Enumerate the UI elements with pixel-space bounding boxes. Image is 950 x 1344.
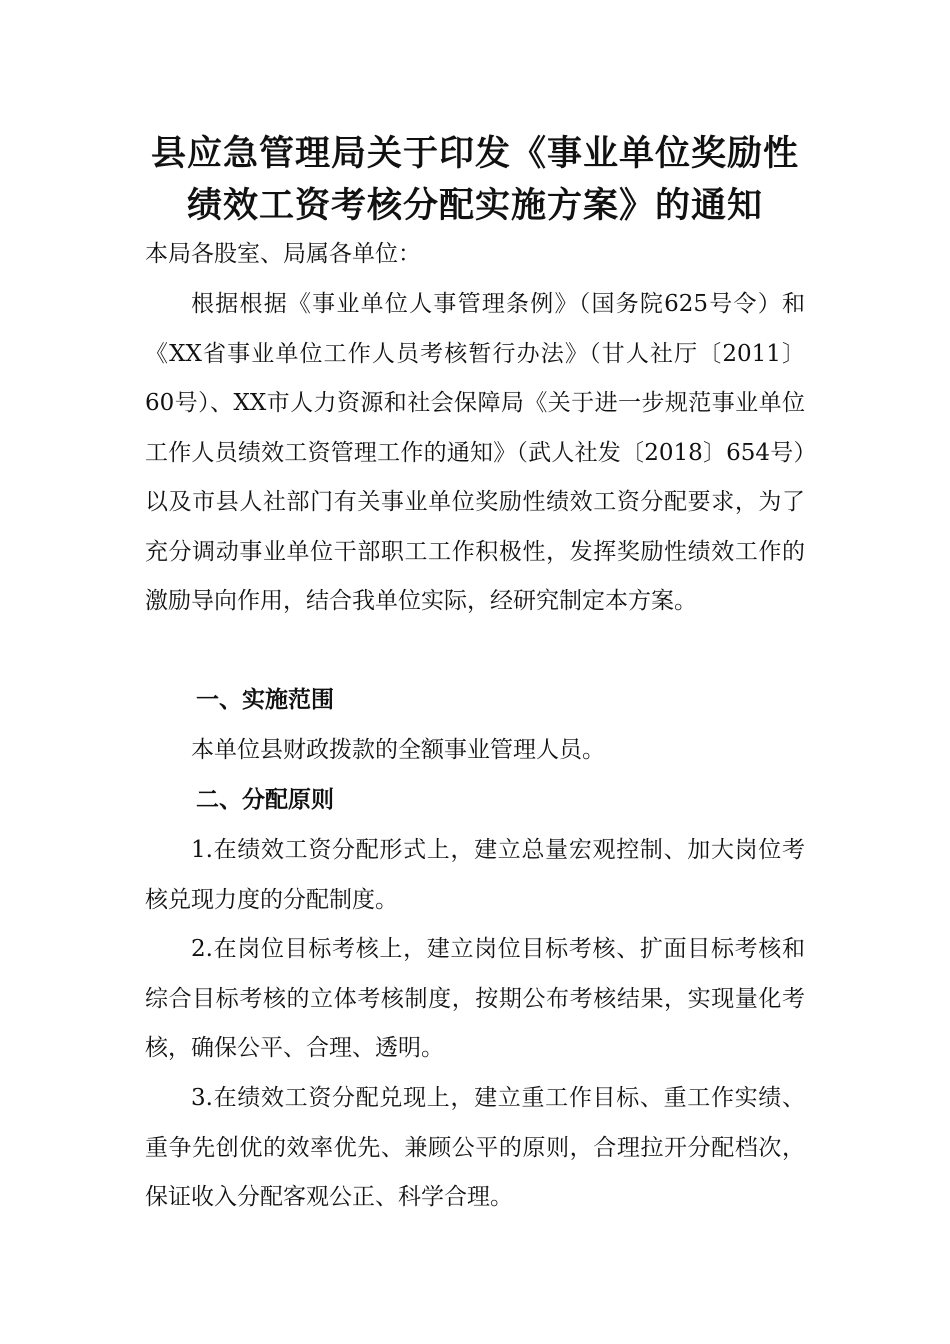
principle-item-1: 1.在绩效工资分配形式上，建立总量宏观控制、加大岗位考核兑现力度的分配制度。 — [145, 837, 805, 913]
section-heading-principles: 二、分配原则 — [196, 787, 334, 813]
section-scope-text: 本单位县财政拨款的全额事业管理人员。 — [191, 737, 605, 763]
principle-item-3: 3.在绩效工资分配兑现上，建立重工作目标、重工作实绩、重争先创优的效率优先、兼顾公平的原则，合理拉开分配档次，保证收入分配客观公正、科学合理。 — [145, 1085, 805, 1210]
intro-paragraph: 根据根据《事业单位人事管理条例》（国务院625号令）和《XX省事业单位工作人员考核暂行办法》（甘人社厅〔2011〕60号）、XX市人力资源和社会保障局《关于进一步规范事业单位工作人员绩效工资管理工作的通知》（武人社发〔2018〕654号）以及市县人社部门有关事业单位奖励性绩效工资分配要求，为了充分调动事业单位干部职工工作积极性，发挥奖励性绩效工作的激励导向作用，结合我单位实际，经研究制定本方案。 — [145, 291, 805, 614]
section-heading-scope: 一、实施范围 — [196, 687, 334, 713]
salutation: 本局各股室、局属各单位： — [145, 241, 421, 267]
document-title — [140, 128, 810, 232]
principle-item-2: 2.在岗位目标考核上，建立岗位目标考核、扩面目标考核和综合目标考核的立体考核制度，按期公布考核结果，实现量化考核，确保公平、合理、透明。 — [145, 936, 805, 1061]
title-line-2: 绩效工资考核分配实施方案》的通知 — [186, 186, 763, 226]
title-line-1: 县应急管理局关于印发《事业单位奖励性 — [150, 134, 799, 174]
